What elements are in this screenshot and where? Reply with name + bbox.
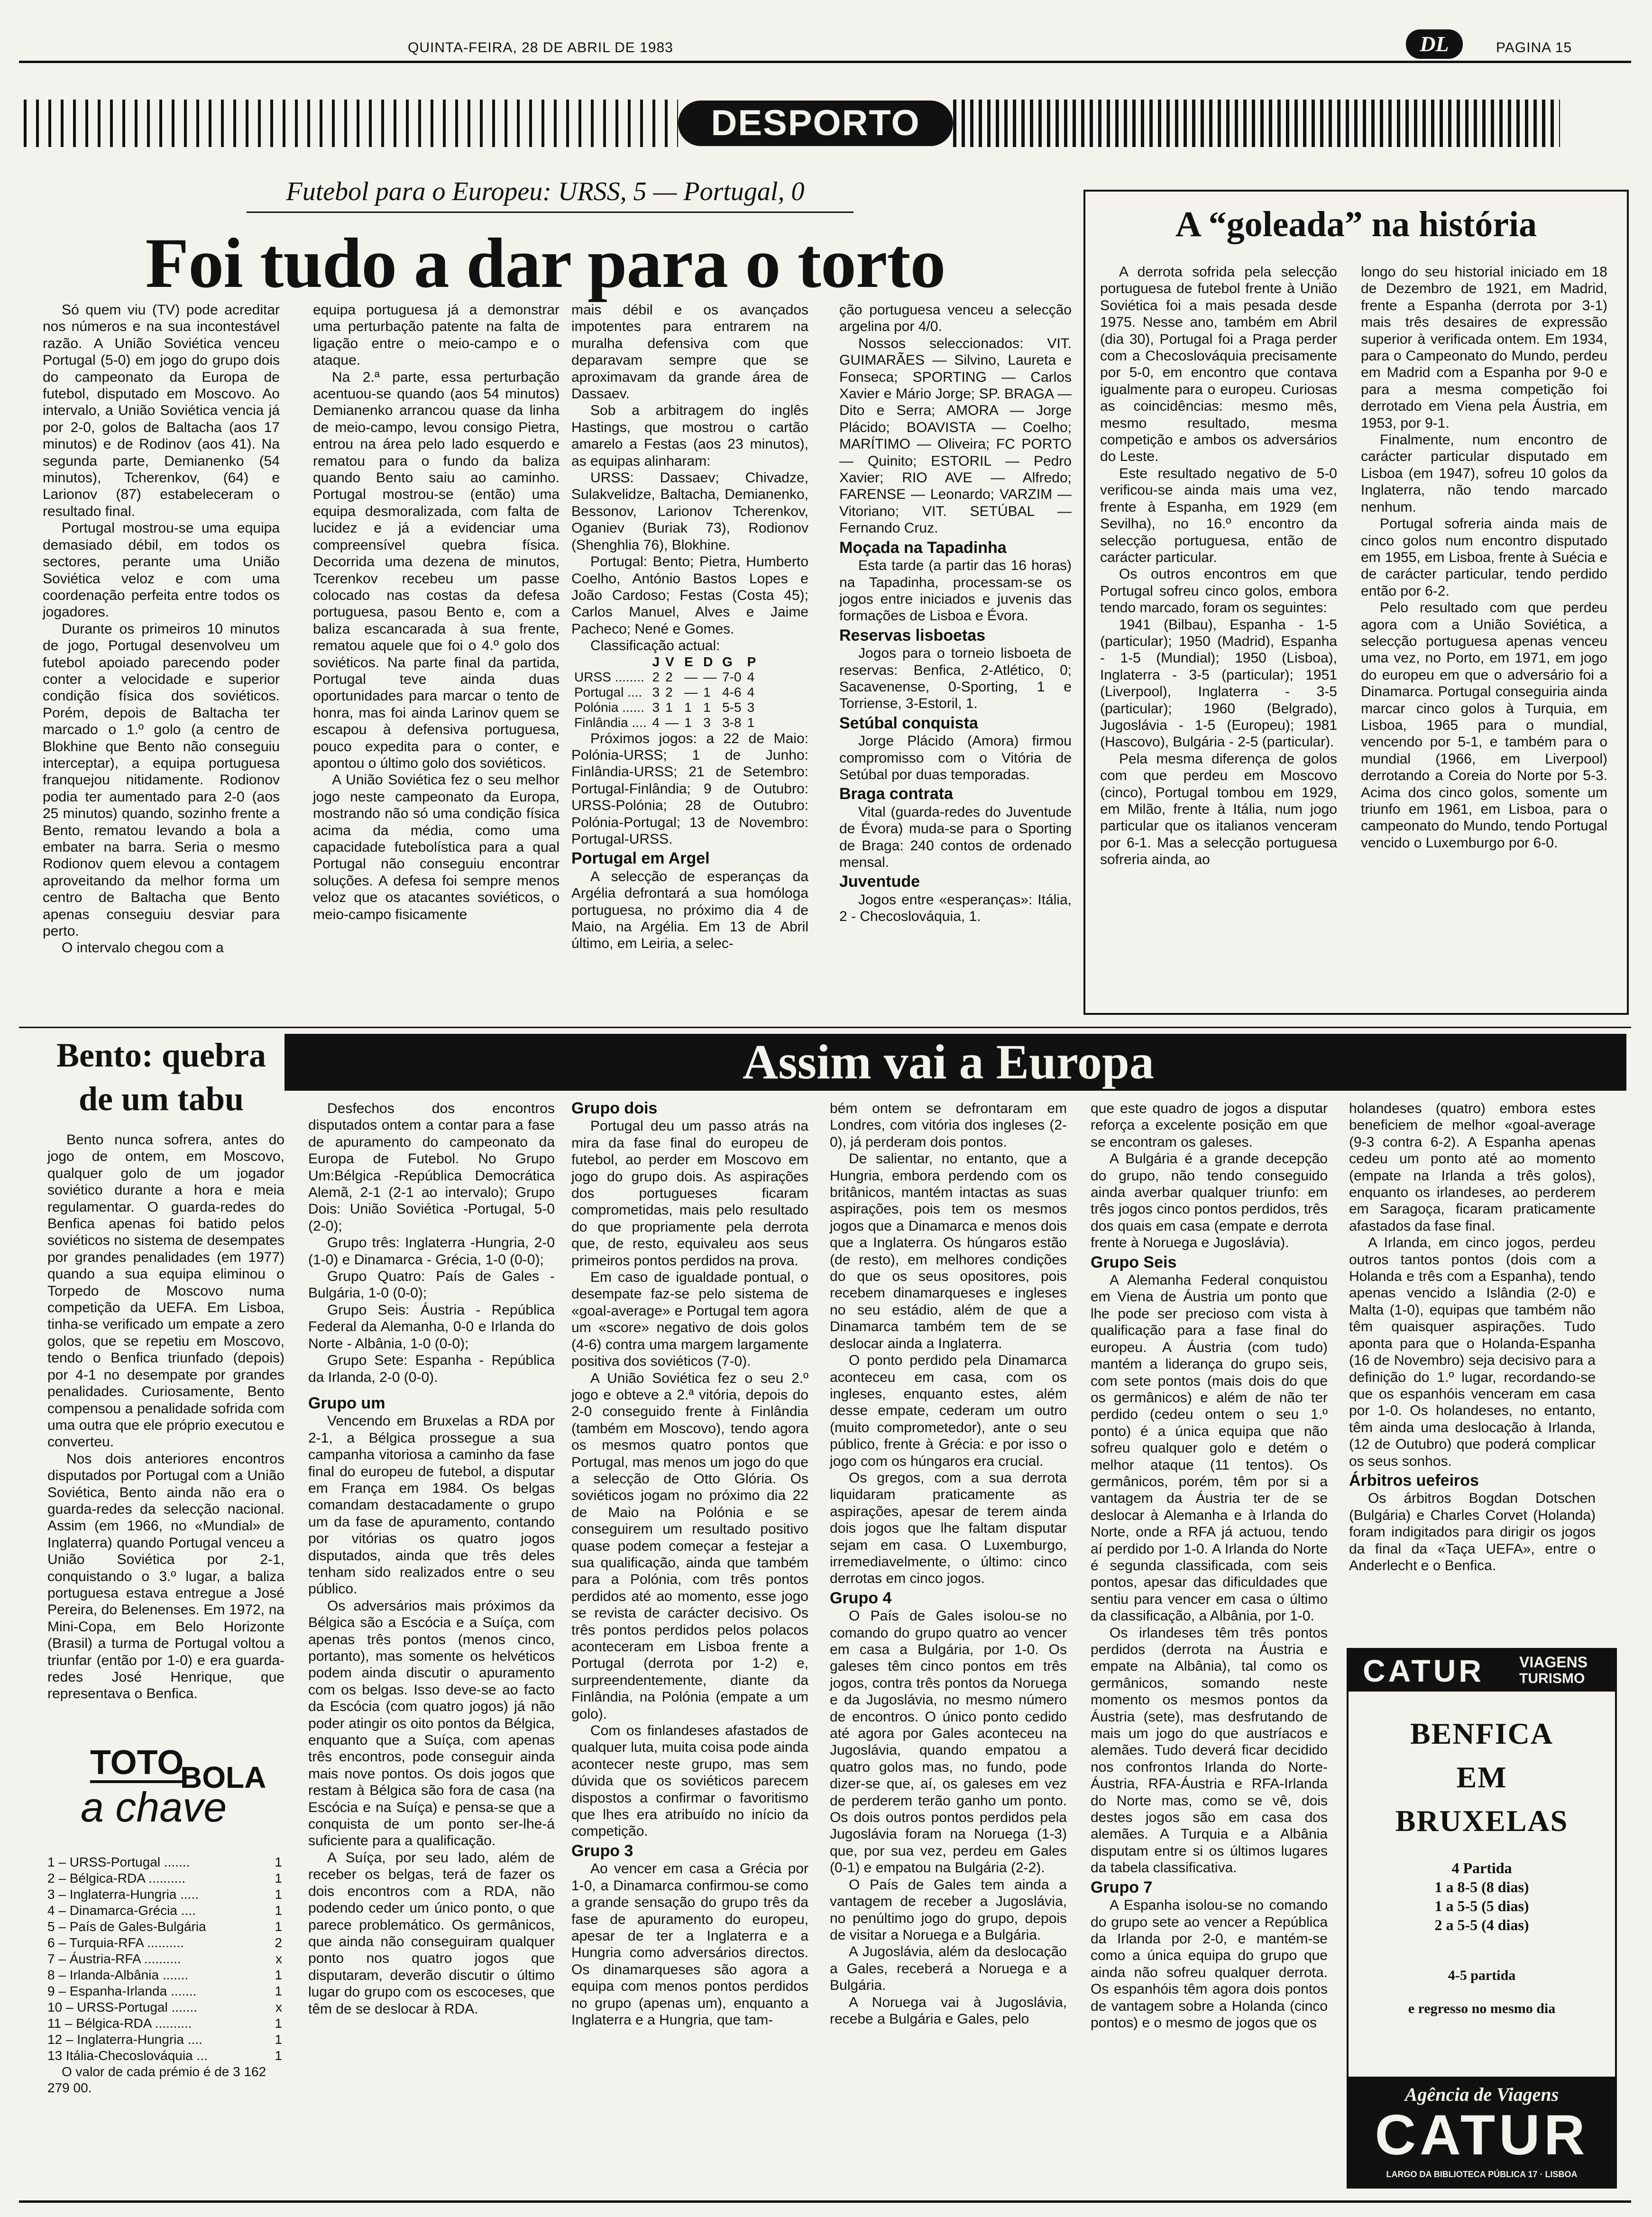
subheading: Braga contrata [839, 785, 953, 803]
subheading: Grupo 3 [571, 1841, 633, 1860]
paragraph: Os gregos, com a sua derrota liquidaram praticamente as aspirações, apesar de terem ainda dois jogos que lhe faltam disputar sejam em casa. O Luxemburgo, irremediavelmente, o último: cinco derrotas em cinco jogos. [830, 1470, 1067, 1587]
paragraph: O intervalo chegou com a [62, 940, 224, 956]
ad-option: 2 a 5-5 (4 dias) [1434, 1916, 1529, 1933]
list-item: 8 – Irlanda-Albânia ....... 1 [47, 1968, 282, 1982]
main-column-1 [43, 302, 280, 957]
table-row: URSS ........ 2 2 — — 7-0 4 [574, 669, 755, 684]
main-column-3 [571, 302, 808, 952]
article-headline: Foi tudo a dar para o torto [145, 224, 945, 303]
paragraph: A selecção de esperanças da Argélia defrontará a sua homóloga portuguesa, no próximo dia 4 de Maio, na Argélia. Em 13 de Abril último, em Leiria, a selec- [571, 868, 808, 952]
table-header: J V E D G P [652, 654, 756, 669]
standings-table [571, 654, 759, 730]
subheading: Juventude [839, 873, 920, 891]
paragraph: holandeses (quatro) embora estes beneficiem de melhor «goal-average (9-3 contra 6-2). A Espanha apenas cedeu um ponto até ao momento (empate na Irlanda a três golos), enquanto os irlandeses, ao perderem em Saragoça, ficaram praticamente afastados da fase final. [1349, 1101, 1596, 1234]
paragraph: Jogos para o torneio lisboeta de reservas: Benfica, 2-Atlético, 0; Sacavenense, 0-Sporting, 1 e Torriense, 3-Estoril, 1. [839, 645, 1072, 712]
ad-schedule [1349, 1858, 1615, 1934]
list-item: 10 – URSS-Portugal ....... x [47, 2000, 282, 2015]
page-number: PAGINA 15 [1496, 40, 1572, 55]
paragraph: Vencendo em Bruxelas a RDA por 2-1, a Bélgica prossegue a sua campanha vitoriosa a caminho da fase final do europeu de futebol, a disputar em França em 1984. Os belgas comandam destacadamente o grupo um da fase de apuramento, contando por vitórias os quatro jogos disputados, ainda que três deles tenham sido realizados entre o seu público. [308, 1413, 555, 1597]
paragraph: A Alemanha Federal conquistou em Viena de Áustria um ponto que lhe pode ser precioso com vista à qualificação para a fase final do europeu. A Áustria (com tudo) mantém a liderança do grupo seis, com sete pontos (mais dois do que os germânicos) e além de não ter perdido (cedeu ontem o seu 1.º ponto) é a única equipa que não sofreu qualquer golo e detém o melhor ataque (11 tentos). Os germânicos, porém, têm por si a vantagem da Áustria ter de se deslocar à Alemanha e à Irlanda do Norte, onde a RFA já actuou, tendo aí perdido por 1-0. A Irlanda do Norte é segunda classificada, com seis pontos, apesar das dificuldades que sentiu para vencer em casa o último da classificação, a Albânia, por 1-0. [1091, 1272, 1328, 1624]
paragraph: Portugal sofreria ainda mais de cinco golos num encontro disputado em 1955, em Lisboa, frente à Suécia e de carácter particular, tendo perdido então por 6-2. [1361, 516, 1607, 599]
catur-footer [1349, 2077, 1615, 2187]
catur-ad [1347, 1648, 1617, 2189]
subheading: Árbitros uefeiros [1349, 1471, 1479, 1490]
paragraph: Grupo três: Inglaterra -Hungria, 2-0 (1-0) e Dinamarca - Grécia, 1-0 (0-0); [308, 1235, 555, 1268]
section-banner: DESPORTO [678, 101, 953, 146]
europa-column-5 [1349, 1100, 1596, 1574]
subheading: Reservas lisboetas [839, 626, 986, 644]
table-row: Finlândia .... 4 — 1 3 3-8 1 [574, 715, 755, 730]
paragraph: A Noruega vai à Jugoslávia, recebe a Bulgária e Gales, pelo [830, 1994, 1067, 2027]
paragraph: Durante os primeiros 10 minutos de jogo, Portugal desenvolveu um futebol apoiado parecendo poder conter a velocidade e superior condição física dos soviéticos. Porém, depois de Baltacha ter marcado o 1.º golo (a centro de Blokhine que Bento não conseguiu interceptar), a equipa portuguesa franquejou nitidamente. Rodionov podia ter aumentado para 2-0 (aos 25 minutos) quando, sozinho frente a Bento, rematou levando a bola a embater na barra. Seria o mesmo Rodionov quem elevou a contagem aproveitando da melhor forma um centro de Baltacha que Bento apenas conseguiu desviar para perto. [43, 621, 280, 939]
paragraph: Grupo Sete: Espanha - República da Irlanda, 2-0 (0-0). [308, 1352, 555, 1385]
list-item: 13 Itália-Checoslováquia ... 1 [47, 2048, 282, 2063]
paragraph: Grupo Quatro: País de Gales - Bulgária, 1-0 (0-0); [308, 1269, 555, 1301]
subheading: Grupo um [308, 1394, 385, 1412]
paragraph: Sob a arbitragem do inglês Hastings, que mostrou o cartão amarelo a Festas (aos 23 minutos), as equipas alinharam: [571, 403, 808, 469]
paragraph: Desfechos dos encontros disputados ontem a contar para a fase de apuramento do campeonato da Europa de Futebol. No Grupo Um:Bélgica -República Democrática Alemã, 2-1 (2-1 ao intervalo); Grupo Dois: União Soviética -Portugal, 5-0 (2-0); [308, 1101, 555, 1234]
bento-title-line-1: Bento: quebra [56, 1036, 266, 1074]
paragraph: Este resultado negativo de 5-0 verificou-se ainda mais uma vez, frente à Espanha, em 1929 (em Sevilha), no 16.º encontro da selecção portuguesa, então de carácter particular. [1100, 465, 1337, 565]
totobola-list [47, 1854, 282, 2096]
paragraph: Nos dois anteriores encontros disputados por Portugal com a União Soviética, Bento ainda não era o guarda-redes da selecção nacional. Assim (em 1966, no «Mundial» de Inglaterra) quando Portugal venceu a União Soviética por 2-1, conquistando o 3.º lugar, a baliza portuguesa estava entregue a José Pereira, do Belenenses. Em 1972, na Mini-Copa, em Belo Horizonte (Brasil) a turma de Portugal voltou a triunfar (então por 1-0) e era guarda-redes José Henrique, que representava o Benfica. [47, 1451, 285, 1702]
subheading: Moçada na Tapadinha [839, 538, 1007, 557]
paragraph: equipa portuguesa já a demonstrar uma perturbação patente na falta de ligação entre o meio-campo e o ataque. [313, 302, 560, 368]
paragraph: que este quadro de jogos a disputar reforça a excelente posição em que se encontram os galeses. [1091, 1101, 1328, 1150]
europa-column-1 [308, 1100, 555, 2017]
ad-option: 1 a 5-5 (5 dias) [1434, 1897, 1529, 1914]
paragraph: mais débil e os avançados impotentes para entrarem na muralha defensiva com que deparavam sempre que se aproximavam da grande área de Dassaev. [571, 302, 808, 402]
totobola-logo [57, 1745, 285, 1831]
europa-title: Assim vai a Europa [743, 1035, 1154, 1089]
paragraph: Portugal deu um passo atrás na mira da fase final do europeu de futebol, ao perder em Moscovo em jogo do grupo dois. As aspirações dos portugueses ficaram comprometidas, mais pelo resultado do que propriamente pela derrota que, de resto, equivaleu aos seus primeiros pontos perdidos na prova. [571, 1118, 808, 1269]
catur-agency: Agência de Viagens [1404, 2084, 1559, 2105]
paragraph: A Jugoslávia, além da deslocação a Gales, receberá a Noruega e a Bulgária. [830, 1944, 1067, 1994]
main-column-2 [313, 302, 560, 923]
list-item: 3 – Inglaterra-Hungria ..... 1 [47, 1887, 282, 1902]
list-item: 7 – Áustria-RFA .......... x [47, 1951, 282, 1966]
paragraph: Os outros encontros em que Portugal sofreu cinco golos, embora tendo marcado, foram os seguintes: [1100, 566, 1337, 616]
list-item: 2 – Bélgica-RDA .......... 1 [47, 1871, 282, 1886]
paragraph: O País de Gales isolou-se no comando do grupo quatro ao vencer em casa a Bulgária, por 1-0. Os galeses têm cinco pontos em três jogos, contra três pontos da Noruega e da Jugoslávia, no mesmo número de encontros. O único ponto cedido até agora por Gales aconteceu na Jugoslávia, quando empatou a quatro golos mas, no fundo, pode dizer-se que, aí, os galeses em vez de perderem terão ganho um ponto. Os dois outros pontos perdidos pela Jugoslávia foram na Noruega (1-3) que, por sua vez, perdeu em Gales (0-1) e empatou na Bulgária (2-2). [830, 1608, 1067, 1876]
paragraph: URSS: Dassaev; Chivadze, Sulakvelidze, Baltacha, Demianenko, Bessonov, Larionov Tcherenkov, Oganiev (Buriak 73), Rodionov (Shenghlia 76), Blokhine. [571, 470, 808, 553]
paragraph: A Irlanda, em cinco jogos, perdeu outros tantos pontos (dois com a Holanda e três com a Espanha), tendo apenas vencido a Islândia (2-0) e Malta (1-0), equipas que também não têm quaisquer aspirações. Tudo aponta para que o Holanda-Espanha (16 de Novembro) seja decisivo para a definição do 1.º lugar, recordando-se que os espanhóis venceram em casa por 1-0. Os holandeses, no entanto, têm ainda uma deslocação à Irlanda, (12 de Outubro) que poderá complicar os seus sonhos. [1349, 1235, 1596, 1469]
catur-brand: CATUR [1363, 1653, 1485, 1688]
paragraph: A Suíça, por seu lado, além de receber os belgas, terá de fazer os dois encontros com a RDA, não podendo ceder um único ponto, o que parece problemático. Os germânicos, que ainda não conseguiram qualquer ponto nos quatro jogos que disputaram, deverão discutir o último lugar do grupo com os escoceses, que têm de se deslocar à RDA. [308, 1849, 555, 2017]
section-divider [19, 1027, 1631, 1028]
goleada-column-1 [1100, 264, 1337, 868]
table-row: Polónia ...... 3 1 1 1 5-5 3 [574, 699, 755, 715]
list-item: 4 – Dinamarca-Grécia .... 1 [47, 1903, 282, 1918]
paragraph: Esta tarde (a partir das 16 horas) na Tapadinha, processam-se os jogos entre iniciados e juvenis das formações de Lisboa e Évora. [839, 558, 1072, 624]
ad-return-departure: 4-5 partida [1448, 1968, 1516, 1983]
ad-return-note: e regresso no mesmo dia [1408, 2001, 1556, 2016]
article-kicker: Futebol para o Europeu: URSS, 5 — Portugal, 0 [286, 177, 805, 206]
header-date: QUINTA-FEIRA, 28 DE ABRIL DE 1983 [408, 40, 673, 55]
subheading: Grupo 7 [1091, 1878, 1153, 1896]
paragraph: Em caso de igualdade pontual, o desempate faz-se pelo sistema de «goal-average» e Portugal tem agora um «score» negativo de dois golos (4-6) contra uma margem largamente positiva dos soviéticos (7-0). [571, 1269, 808, 1370]
list-item: 9 – Espanha-Irlanda ....... 1 [47, 1984, 282, 1998]
paragraph: A Bulgária é a grande decepção do grupo, não tendo conseguido ainda averbar qualquer triunfo: em três jogos cinco pontos perdidos, três dos quais em casa (empate e derrota frente à Noruega e Jugoslávia). [1091, 1151, 1328, 1251]
paragraph: Jorge Plácido (Amora) firmou compromisso com o Vitória de Setúbal por duas temporadas. [839, 733, 1072, 782]
totobola-logo-chave: a chave [81, 1784, 227, 1831]
paragraph: Vital (guarda-redes do Juventude de Évora) muda-se para o Sporting de Braga: 240 contos de ordenado mensal. [839, 804, 1072, 870]
paragraph: Bento nunca sofrera, antes do jogo de ontem, em Moscovo, qualquer golo de um jogador soviético durante a hora e meia regulamentar. O guarda-redes do Benfica apenas foi batido pelos soviéticos no sistema de desempates por grandes penalidades (em 1977) quando a sua equipa eliminou o Torpedo de Moscovo numa competição da UEFA. Em Lisboa, tinha-se verificado um empate a zero golos, que se repetiu em Moscovo, tendo o Benfica triunfado (depois) por 4-1 no desempate por grandes penalidades. Curiosamente, Bento compensou a penalidade sofrida com uma outra que ele próprio executou e converteu. [47, 1132, 285, 1450]
paragraph: Pelo resultado com que perdeu agora com a União Soviética, a selecção portuguesa apenas venceu uma vez, no Porto, em 1971, em jogo do europeu em que o adversário foi a Dinamarca. Portugal conseguiria ainda marcar cinco golos à Turquia, em Lisboa, 1965 para o mundial, vencendo por 5-1, e também para o mundial (1966, em Liverpool) derrotando a Coreia do Norte por 5-3. Acima dos cinco golos, somente um triunfo em 1961, em Lisboa, para o campeonato do Mundo, tendo Portugal vencido o Luxemburgo por 6-0. [1361, 600, 1607, 851]
totobola-logo-toto: TOTO [90, 1745, 184, 1783]
kicker-rule [247, 212, 854, 213]
list-item: 11 – Bélgica-RDA .......... 1 [47, 2016, 282, 2031]
subheading: Grupo dois [571, 1099, 658, 1117]
paragraph: Ao vencer em casa a Grécia por 1-0, a Dinamarca confirmou-se como a grande sensação do grupo três da fase de apuramento do europeu, apesar de ter a Inglaterra e a Hungria como adversários directos. Os dinamarqueses são agora a equipa com menos pontos perdidos no grupo (apenas um), enquanto a Inglaterra e a Hungria, que tam- [571, 1861, 808, 2028]
totobola-logo-bola: BOLA [180, 1760, 266, 1794]
paragraph: Os adversários mais próximos da Bélgica são a Escócia e a Suíça, com apenas três pontos (menos cinco, portanto), mas somente os helvéticos podem ainda discutir o apuramento com os belgas. Isso deve-se ao facto da Escócia (com quatro jogos) já não poder atingir os oito pontos da Bélgica, enquanto que a Suíça, com apenas três encontros, pode conseguir ainda mais nove pontos. Os dois jogos que restam à Bélgica são fora de casa (na Escócia e na Suíça) e pensa-se que a conquista de um ponto ser-lhe-á suficiente para a qualificação. [308, 1598, 555, 1849]
catur-brand-large: CATUR [1375, 2103, 1589, 2167]
table-row: Portugal .... 3 2 — 1 4-6 4 [574, 684, 755, 699]
paragraph: Portugal mostrou-se uma equipa demasiado débil, em todos os sectores, perante uma União Soviética veloz e com uma coordenação perfeita entre todos os jogadores. [43, 520, 280, 620]
page-bottom-rule [19, 2200, 1631, 2203]
paragraph: A União Soviética fez o seu melhor jogo neste campeonato da Europa, mostrando não só uma condição física acima da média, como uma capacidade futebolística para a qual Portugal não conseguiu encontrar soluções. A defesa foi sempre menos veloz que os atacantes soviéticos, o meio-campo fisicamente [313, 772, 560, 922]
goleada-column-2 [1361, 264, 1607, 851]
bento-column [47, 1131, 285, 1702]
subheading: Portugal em Argel [571, 849, 710, 868]
paragraph: Na 2.ª parte, essa perturbação acentuou-se quando (aos 54 minutos) Demianenko arrancou quase da linha de meio-campo, levou consigo Pietra, entrou na área pelo lado esquerdo e rematou para o fundo da baliza quando Bento saiu ao caminho. Portugal mostrou-se (então) uma equipa desmoralizada, com falta de lucidez e já a evidenciar uma compreensível quebra física. Decorrida uma dezena de minutos, Tcerenkov recebeu um passe colocado nas costas da defesa portuguesa, pasou Bento e, com a baliza escancarada à sua frente, rematou aquele que foi o 4.º golo dos soviéticos. Na parte final da partida, Portugal teve ainda duas oportunidades para marcar o tento de honra, mas foi ainda Larinov quem se escapou à defensiva portuguesa, pouco expedita para o conter, e apontou o último golo dos soviéticos. [313, 369, 560, 771]
ad-line-benfica: BENFICA [1410, 1717, 1554, 1750]
paragraph: O País de Gales tem ainda a vantagem de receber a Jugoslávia, no penúltimo jogo do grupo, depois de visitar a Noruega e a Bulgária. [830, 1877, 1067, 1943]
paragraph: O ponto perdido pela Dinamarca aconteceu em casa, com os ingleses, enquanto estes, além desse empate, cederam um outro (muito comprometedor), ante o seu público, frente à Grécia: e por isso o jogo com os húngaros era crucial. [830, 1352, 1067, 1469]
subheading: Grupo Seis [1091, 1253, 1177, 1271]
paragraph: bém ontem se defrontaram em Londres, com vitória dos ingleses (2-0), já perderam dois pontos. [830, 1101, 1067, 1150]
ad-departure: 4 Partida [1451, 1859, 1512, 1877]
paragraph: Com os finlandeses afastados de qualquer luta, muita coisa pode ainda acontecer neste grupo, mas sem dúvida que os soviéticos parecem dispostos a confirmar o favoritismo que lhes era atribuído no início da competição. [571, 1723, 808, 1840]
goleada-title: A “goleada” na história [1175, 204, 1537, 244]
paragraph: A Espanha isolou-se no comando do grupo sete ao vencer a República da Irlanda por 2-0, e mantém-se como a única equipa do grupo que ainda não sofreu qualquer derrota. Os espanhóis têm agora dois pontos de vantagem sobre a Holanda (cinco pontos) e o mesmo de jogos que os [1091, 1897, 1328, 2031]
paragraph: Nossos seleccionados: VIT. GUIMARÃES — Silvino, Laureta e Fonseca; SPORTING — Carlos Xavier e Mário Jorge; SP. BRAGA — Dito e Serra; AMORA — Jorge Plácido; BOAVISTA — Coelho; MARÍTIMO — Oliveira; FC PORTO — Quinito; ESTORIL — Pedro Xavier; RIO AVE — Alfredo; FARENSE — Leonardo; VARZIM — Vitoriano; VIT. SETÚBAL — Fernando Cruz. [839, 335, 1072, 536]
banner-stripes-left [24, 100, 678, 147]
paragraph: 1941 (Bilbau), Espanha - 1-5 (particular); 1950 (Madrid), Espanha - 1-5 (Mundial); 1950 (Lisboa), Inglaterra - 3-5 (particular); 1951 (Liverpool), Inglaterra - 3-5 (particular); 1960 (Belgrado), Jugoslávia - 1-5 (Europeu); 1981 (Hascovo), Bulgária - 2-5 (particular). [1100, 616, 1337, 750]
catur-tag-turismo: TURISMO [1519, 1671, 1585, 1686]
europa-column-3 [830, 1100, 1067, 2027]
ad-line-bruxelas: BRUXELAS [1395, 1804, 1569, 1838]
paragraph: Só quem viu (TV) pode acreditar nos números e na sua incontestável razão. A União Soviética venceu Portugal (5-0) em jogo do grupo dois do campeonato da Europa de futebol, disputado em Moscovo. Ao intervalo, a União Soviética vencia já por 2-0, golos de Baltacha (aos 17 minutos) e de Rodinov (aos 41). Na segunda parte, Demianenko (54 minutos), Tcherenkov, (64) e Larionov (87) estabeleceram o resultado final. [43, 302, 280, 519]
header-rule [19, 61, 1631, 63]
totobola-prize: O valor de cada prémio é de 3 162 279 00. [47, 2064, 266, 2095]
subheading: Grupo 4 [830, 1589, 892, 1607]
ad-option: 1 a 8-5 (8 dias) [1434, 1878, 1529, 1895]
paragraph: Portugal: Bento; Pietra, Humberto Coelho, António Bastos Lopes e João Cardoso; Festas (Costa 45); Carlos Manuel, Alves e Jaime Pacheco; Nené e Gomes. [571, 554, 808, 637]
catur-header [1349, 1650, 1615, 1692]
catur-address: LARGO DA BIBLIOTECA PÚBLICA 17 · LISBOA [1386, 2170, 1578, 2179]
list-item: 6 – Turquia-RFA .......... 2 [47, 1935, 282, 1950]
list-item: 5 – País de Gales-Bulgária 1 [47, 1919, 282, 1934]
paragraph: A derrota sofrida pela selecção portuguesa de futebol frente à União Soviética foi a mais pesada desde 1975. Nesse ano, também em Abril (dia 30), Portugal foi a Praga perder com a Checoslováquia precisamente por 5-0, em encontro que contava igualmente para o europeu. Curiosas as coincidências: mesmo mês, mesmo resultado, mesma competição e ambos os adversários do Leste. [1100, 264, 1337, 465]
paragraph: Jogos entre «esperanças»: Itália, 2 - Checoslováquia, 1. [839, 892, 1072, 925]
list-item: 12 – Inglaterra-Hungria .... 1 [47, 2032, 282, 2047]
europa-column-4 [1091, 1100, 1328, 2031]
europa-column-2 [571, 1100, 808, 2028]
paragraph: Grupo Seis: Áustria - República Federal da Alemanha, 0-0 e Irlanda do Norte - Albânia, 1-0 (0-0); [308, 1302, 555, 1352]
paragraph: Classificação actual: [590, 638, 720, 654]
banner-stripes-right [953, 100, 1560, 147]
paragraph: ção portuguesa venceu a selecção argelina por 4/0. [839, 302, 1072, 335]
list-item: 1 – URSS-Portugal ....... 1 [47, 1855, 282, 1869]
bento-title-line-2: de um tabu [78, 1080, 244, 1118]
main-column-4 [839, 302, 1072, 925]
ad-line-em: EM [1456, 1760, 1507, 1794]
newspaper-logo: DL [1406, 29, 1463, 59]
page-header [0, 0, 1652, 57]
paragraph: Os árbitros Bogdan Dotschen (Bulgária) e Charles Corvet (Holanda) foram indigitados para dirigir os jogos da final da «Taça UEFA», entre o Anderlecht e o Benfica. [1349, 1490, 1596, 1573]
paragraph: A União Soviética fez o seu 2.º jogo e obteve a 2.ª vitória, depois do 2-0 conseguido frente à Finlândia (também em Moscovo), tendo agora os mesmos quatro pontos que Portugal, mas menos um jogo do que a selecção de Otto Glória. Os soviéticos jogam no próximo dia 22 de Maio na Polónia e se conseguirem um resultado positivo quase podem começar a festejar a sua qualificação, ainda que também para a Polónia, com três pontos perdidos até ao momento, esse jogo se revista de carácter decisivo. Os três pontos perdidos pelos polacos aconteceram em Lisboa frente a Portugal (derrota por 1-2) e, surpreendentemente, diante da Finlândia, na Polónia (empate a um golo). [571, 1370, 808, 1722]
paragraph: Os irlandeses têm três pontos perdidos (derrota na Áustria e empate na Albânia), tal como os germânicos, somando neste momento os mesmos pontos da Áustria (sete), mas desfrutando de mais um jogo do que austríacos e alemães. Tudo deverá ficar decidido nos confrontos Irlanda do Norte-Áustria, RFA-Áustria e RFA-Irlanda do Norte mas, como se vê, dois destes jogos são em casa dos alemães. A Turquia e a Albânia disputam entre si os últimos lugares da tabela classificativa. [1091, 1625, 1328, 1876]
paragraph: De salientar, no entanto, que a Hungria, embora perdendo com os britânicos, mantém intactas as suas aspirações, pois tem os mesmos jogos que a Dinamarca e menos dois que a Inglaterra. Os húngaros estão (de resto), em melhores condições do que os seus opositores, pois recebem dinamarqueses e ingleses no seu estádio, além de que a Dinamarca também tem de se deslocar ainda a Inglaterra. [830, 1151, 1067, 1352]
paragraph: Próximos jogos: a 22 de Maio: Polónia-URSS; 1 de Junho: Finlândia-URSS; 21 de Setembro: Portugal-Finlândia; 9 de Outubro: URSS-Polónia; 28 de Outubro: Polónia-Portugal; 13 de Novembro: Portugal-URSS. [571, 730, 808, 847]
subheading: Setúbal conquista [839, 714, 978, 732]
paragraph: Finalmente, num encontro de carácter particular disputado em Lisboa (em 1947), sofreu 10 golos da Inglaterra, não tendo marcado nenhum. [1361, 432, 1607, 515]
paragraph: longo do seu historial iniciado em 18 de Dezembro de 1921, em Madrid, frente a Espanha (derrota por 3-1) mais três desaires de expressão superior à verificada ontem. Em 1934, para o Campeonato do Mundo, perdeu em Madrid com a Espanha por 9-0 e para a mesma competição foi derrotado em Viena pela Áustria, em 1953, por 9-1. [1361, 264, 1607, 431]
catur-tag-viagens: VIAGENS [1519, 1654, 1588, 1671]
paragraph: Pela mesma diferença de golos com que perdeu em Moscovo (cinco), Portugal tombou em 1929, em Milão, frente à Itália, num jogo particular que os italianos venceram por 6-1. Mas a selecção portuguesa sofreria ainda, ao [1100, 751, 1337, 868]
